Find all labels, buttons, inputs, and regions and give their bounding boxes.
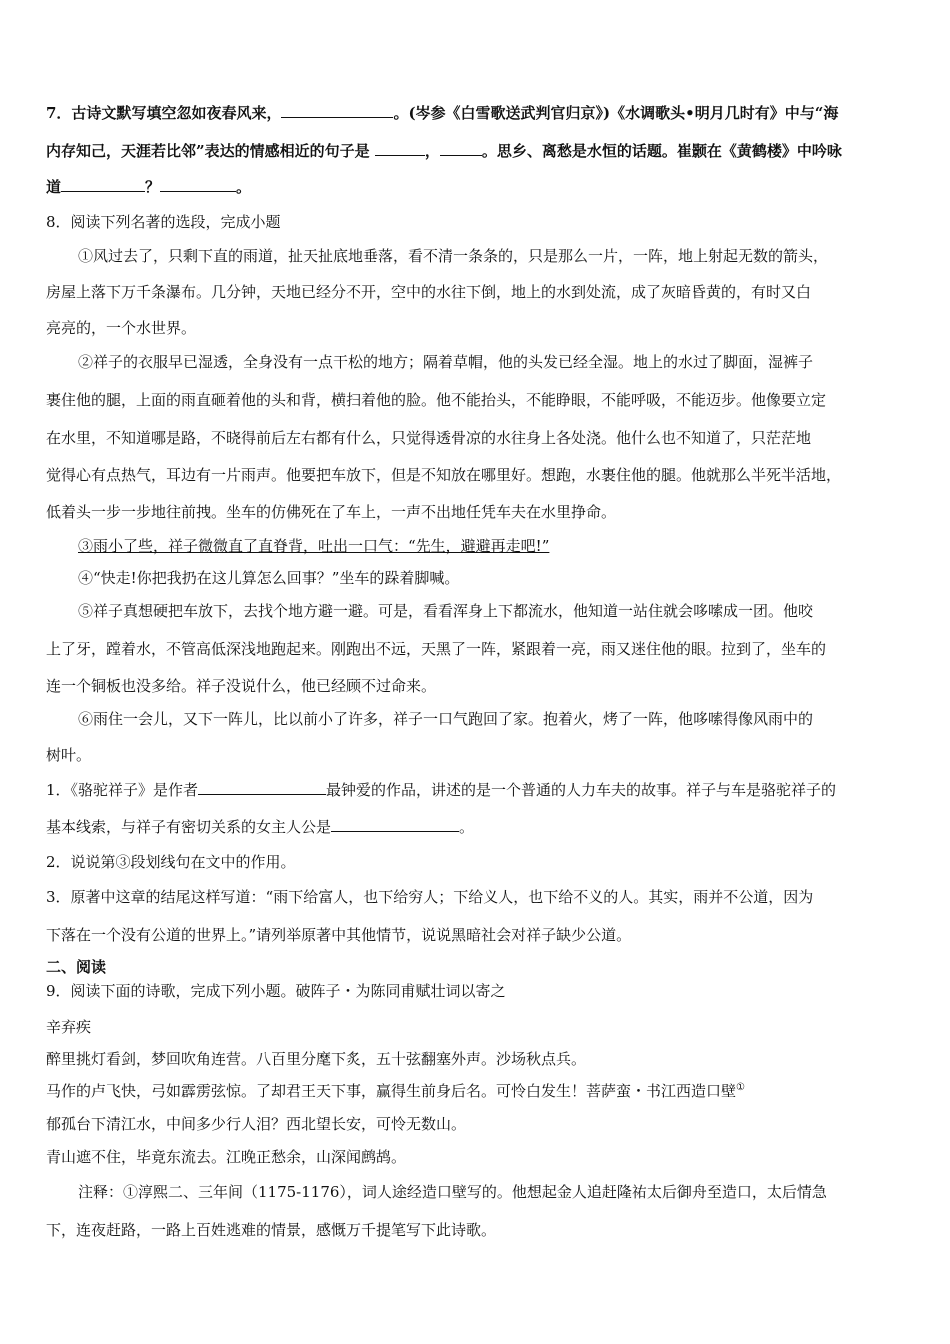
q7-text: ？ (145, 178, 161, 196)
sub-question-text: 基本线索，与祥子有密切关系的女主人公是 (46, 818, 332, 836)
sub-question-3-line: 3．原著中这章的结尾这样写道：“雨下给富人，也下给穷人；下给义人，也下给不义的人。其实，雨并不公道，因为 (46, 888, 814, 906)
sub-question-1-line-1 (46, 780, 910, 800)
passage-paragraph-6-line: 树叶。 (46, 746, 92, 764)
q9-intro: 9．阅读下面的诗歌，完成下列小题。破阵子・为陈同甫赋壮词以寄之 (46, 982, 506, 1000)
poem-line (46, 1081, 910, 1101)
passage-paragraph-4: ④“快走!你把我扔在这儿算怎么回事？”坐车的跺着脚喊。 (78, 569, 460, 587)
sub-question-text: 最钟爱的作品，讲述的是一个普通的人力车夫的故事。祥子与车是骆驼祥子的 (326, 781, 837, 799)
poem-note-line: 注释：①淳熙二、三年间（1175-1176），词人途经造口壁写的。他想起金人追赶隆祐太后御舟至造口，太后情急 (78, 1183, 827, 1201)
poem-line-text: 马作的卢飞快，弓如霹雳弦惊。了却君王天下事，赢得生前身后名。可怜白发生！菩萨蛮・书江西造口壁 (46, 1082, 737, 1100)
answer-blank[interactable] (61, 177, 145, 192)
poem-note-line: 下，连夜赶路，一路上百姓逃难的情景，感慨万千提笔写下此诗歌。 (46, 1221, 497, 1239)
footnote-marker: ① (736, 1082, 745, 1093)
answer-blank[interactable] (331, 817, 459, 832)
answer-blank[interactable] (160, 177, 236, 192)
q7-line-3 (46, 177, 910, 197)
answer-blank[interactable] (440, 141, 482, 156)
passage-paragraph-5-line: 上了牙，蹚着水，不管高低深浅地跑起来。刚跑出不远，天黑了一阵，紧跟着一亮，雨又迷住他的眼。拉到了，坐车的 (46, 640, 827, 658)
passage-paragraph-1-line: 房屋上落下万千条瀑布。几分钟，天地已经分不开，空中的水往下倒，地上的水到处流，成了灰暗昏黄的，有时又白 (46, 283, 812, 301)
q7-text: 道 (46, 178, 62, 196)
passage-paragraph-2-line: 裹住他的腿，上面的雨直砸着他的头和背，横扫着他的脸。他不能抬头，不能睁眼，不能呼吸，不能迈步。他像要立定 (46, 391, 827, 409)
poem-line: 醉里挑灯看剑，梦回吹角连营。八百里分麾下炙，五十弦翻塞外声。沙场秋点兵。 (46, 1050, 587, 1068)
passage-paragraph-2-line: ②祥子的衣服早已湿透，全身没有一点干松的地方；隔着草帽，他的头发已经全湿。地上的水过了脚面，湿裤子 (78, 353, 814, 371)
answer-blank[interactable] (198, 780, 326, 795)
passage-paragraph-5-line: 连一个铜板也没多给。祥子没说什么，他已经顾不过命来。 (46, 677, 437, 695)
section-heading: 二、阅读 (46, 958, 107, 976)
passage-paragraph-6-line: ⑥雨住一会儿，又下一阵儿，比以前小了许多，祥子一口气跑回了家。抱着火，烤了一阵，他哆嗦得像风雨中的 (78, 710, 814, 728)
passage-paragraph-1-line: 亮亮的，一个水世界。 (46, 319, 197, 337)
q7-text: 。 (236, 178, 252, 196)
passage-paragraph-5-line: ⑤祥子真想硬把车放下，去找个地方避一避。可是，看看浑身上下都流水，他知道一站住就会哆嗦成一团。他咬 (78, 602, 814, 620)
q7-text: 。(岑参《白雪歌送武判官归京》)《水调歌头•明月几时有》中与“海 (393, 104, 839, 122)
q7-text: ， (424, 142, 440, 160)
passage-paragraph-2-line: 觉得心有点热气，耳边有一片雨声。他要把车放下，但是不知放在哪里好。想跑，水裹住他的腿。他就那么半死半活地， (46, 466, 842, 484)
answer-blank[interactable] (281, 103, 393, 118)
underlined-sentence: ③雨小了些，祥子微微直了直脊背，吐出一口气：“先生，避避再走吧!” (78, 537, 550, 555)
passage-paragraph-2-line: 低着头一步一步地往前拽。坐车的仿佛死在了车上，一声不出地任凭车夫在水里挣命。 (46, 503, 617, 521)
passage-paragraph-1-line: ①风过去了，只剩下直的雨道，扯天扯底地垂落，看不清一条条的，只是那么一片，一阵，地上射起无数的箭头， (78, 247, 829, 265)
answer-blank[interactable] (375, 141, 425, 156)
sub-question-text: 1．《骆驼祥子》是作者 (46, 781, 199, 799)
poem-line: 郁孤台下清江水，中间多少行人泪？西北望长安，可怜无数山。 (46, 1115, 467, 1133)
sub-question-2: 2．说说第③段划线句在文中的作用。 (46, 853, 296, 871)
sub-question-text: 。 (459, 818, 475, 836)
poem-line: 青山遮不住，毕竟东流去。江晚正愁余，山深闻鹧鸪。 (46, 1148, 407, 1166)
sub-question-1-line-2 (46, 817, 910, 837)
q7-line-1 (46, 103, 910, 123)
passage-paragraph-2-line: 在水里，不知道哪是路，不晓得前后左右都有什么，只觉得透骨凉的水往身上各处浇。他什么也不知道了，只茫茫地 (46, 429, 812, 447)
q7-text: 。思乡、离愁是水恒的话题。崔颢在《黄鹤楼》中吟咏 (481, 142, 842, 160)
sub-question-3-line: 下落在一个没有公道的世界上。”请列举原著中其他情节，说说黑暗社会对祥子缺少公道。 (46, 926, 632, 944)
q7-text: 内存知己，天涯若比邻”表达的情感相近的句子是 (46, 142, 370, 160)
passage-paragraph-3 (78, 536, 910, 556)
q8-intro: 8．阅读下列名著的选段，完成小题 (46, 213, 281, 231)
q7-text: 7．古诗文默写填空忽如夜春风来， (46, 104, 282, 122)
poem-author: 辛弃疾 (46, 1018, 92, 1036)
q7-line-2 (46, 141, 910, 161)
